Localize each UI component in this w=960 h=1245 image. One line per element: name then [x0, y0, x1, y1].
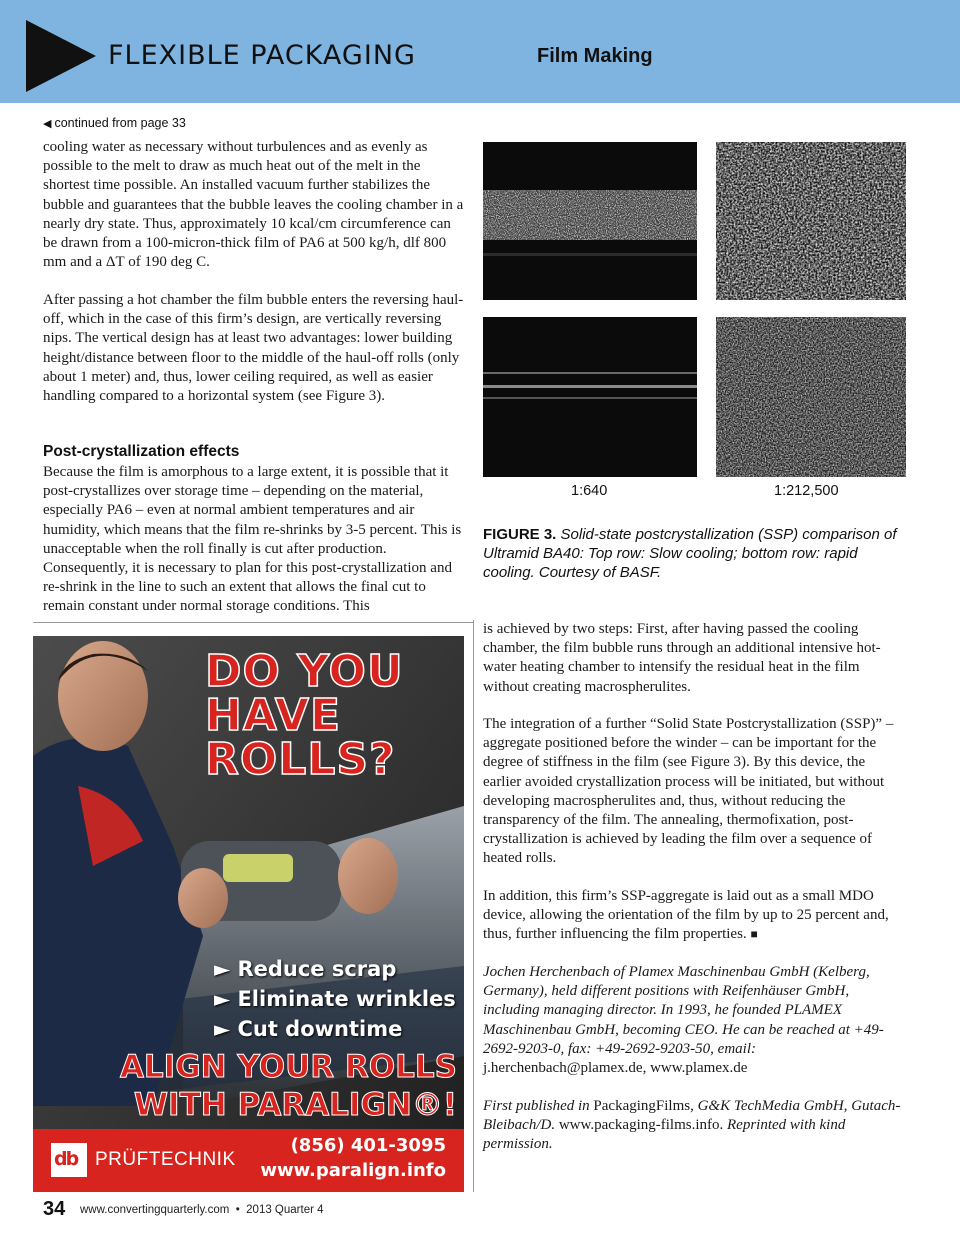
scale-label-right: 1:212,500: [774, 483, 839, 499]
paragraph-two-steps: is achieved by two steps: First, after having passed the cooling chamber, the film bubble runs through an additional intensive hot-water heating chamber to intensify the residual heat in the film without creating macrospherulites.: [483, 621, 881, 695]
section-title: FLEXIBLE PACKAGING: [108, 40, 416, 71]
caption-title: FIGURE 3.: [483, 526, 557, 543]
mdo-text: In addition, this firm’s SSP-aggregate is laid out as a small MDO device, allowing the orientation of the film by up to 25 percent and, thus, further influencing the film properties.: [483, 888, 889, 943]
subheading-post-crystallization: Post-crystallization effects: [43, 443, 240, 460]
ad-phone[interactable]: (856) 401-3095: [290, 1135, 446, 1156]
end-mark-icon: ■: [750, 927, 758, 942]
page-number: 34: [43, 1198, 66, 1220]
ad-tagline: [57, 1048, 457, 1124]
pub-name: PackagingFilms,: [593, 1098, 694, 1114]
left-arrow-icon: ◀: [43, 118, 52, 130]
pub-mid: G&K TechMedia GmbH, Gutach-Bleibach/D.: [483, 1098, 901, 1134]
ad-headline-line-1: DO YOU: [205, 646, 404, 697]
author-bio: [483, 963, 905, 1078]
column-divider: [473, 620, 474, 1192]
pub-lead: First published in: [483, 1098, 590, 1114]
ad-bullet-list: [214, 954, 456, 1044]
paragraph-mdo-device: [483, 887, 905, 945]
ad-brand-name: PRÜFTECHNIK: [95, 1149, 236, 1170]
figure-image-rapid-cooling-212500: [716, 317, 906, 477]
author-bio-text: Jochen Herchenbach of Plamex Maschinenbau GmbH (Kelberg, Germany), held different positions with Reifenhäuser GmbH, including managing director. In 1993, he founded PLAMEX Maschinenbau GmbH, becoming CEO. He can be reached at +49-2692-9203-0, fax: +49-2692-9203-50, email:: [483, 964, 884, 1057]
continued-note: [43, 116, 186, 130]
footer-issue: 2013 Quarter 4: [246, 1204, 324, 1216]
paragraph-cooling: cooling water as necessary without turbulences and as evenly as possible to the melt to draw as much heat out of the melt in the shortest time possible. An installed vacuum further stabilizes the bubble and guarantees that the bubble leaves the cooling chamber in a nearly dry state. Thus, approximately 10 kcal/cm circumference can be drawn from a 100-micron-thick film of PA6 at 500 kg/h, dlf 800 mm and a ΔT of 190 deg C.: [43, 139, 464, 271]
pub-url[interactable]: www.packaging-films.info.: [558, 1117, 724, 1134]
footer-site-link[interactable]: www.convertingquarterly.com: [80, 1204, 230, 1216]
ad-headline: [205, 646, 404, 785]
ad-headline-line-3: ROLLS?: [205, 734, 396, 785]
header-band: [0, 0, 960, 103]
ad-top-rule: [33, 622, 474, 623]
ad-bullet-reduce-scrap: ► Reduce scrap: [214, 957, 397, 981]
figure-caption: [483, 525, 913, 582]
ad-bullet-cut-downtime: ► Cut downtime: [214, 1017, 403, 1041]
advertisement[interactable]: [33, 636, 464, 1192]
footer-info: [80, 1204, 324, 1216]
paragraph-ssp-integration: The integration of a further “Solid State Postcrystallization (SSP)” – aggregate positioned before the winder – can be important for the degree of stiffness in the film (see Figure 3). By this device, the earlier avoided crystallization process will be initiated, but without developing macrospherulites and, thus, without reducing the transparency of the film. The annealing, thermofixation, post-crystallization is achieved by leading the film over a sequence of heated rolls.: [483, 716, 894, 867]
ad-headline-line-2: HAVE: [205, 690, 341, 741]
figure-image-slow-cooling-640: [483, 142, 697, 300]
ad-footer-bar: [33, 1129, 464, 1192]
caption-text: Solid-state postcrystallization (SSP) comparison of Ultramid BA40: Top row: Slow cooling; bottom row: rapid cooling. Courtesy of BASF.: [483, 526, 897, 581]
paragraph-haul-off: After passing a hot chamber the film bubble enters the reversing haul-off, which in the case of this firm’s design, are vertically reversing nips. The vertical design has at least two advantages: lower building height/distance between floor to the middle of the haul-off rolls (only about 1 meter) and, thus, lower ceiling required, as well as easier handling compared to a horizontal system (see Figure 3).: [43, 292, 464, 405]
section-subtitle: Film Making: [537, 45, 653, 67]
figure-image-rapid-cooling-640: [483, 317, 697, 477]
publication-note: [483, 1097, 905, 1155]
author-contact: j.herchenbach@plamex.de, www.plamex.de: [483, 1060, 748, 1077]
ad-url-link[interactable]: www.paralign.info: [260, 1160, 446, 1181]
paragraph-post-crystallization: Because the film is amorphous to a large extent, it is possible that it post-crystallizes over storage time – depending on the material, especially PA6 – even at normal ambient temperatures and air humidity, which means that the film re-shrinks by 3-5 percent. This is unacceptable when the roll finally is cut after production. Consequently, it is necessary to plan for this post-crystallization and re-shrink in the line to such an extent that allows the final cut to remain constant under normal storage conditions. This: [43, 464, 462, 615]
pruftechnik-logo-icon: [51, 1143, 87, 1177]
scale-label-left: 1:640: [571, 483, 608, 499]
ad-tagline-line-1: ALIGN YOUR ROLLS: [119, 1049, 457, 1085]
ad-tagline-line-2: WITH PARALIGN®!: [133, 1087, 457, 1123]
logo-mark: db: [54, 1148, 78, 1170]
figure-image-slow-cooling-212500: [716, 142, 906, 300]
footer-separator: •: [235, 1204, 240, 1216]
pub-tail: Reprinted with kind permission.: [483, 1117, 846, 1153]
continued-text: continued from page 33: [54, 116, 186, 130]
ad-bullet-eliminate-wrinkles: ► Eliminate wrinkles: [214, 987, 456, 1011]
triangle-logo-icon: [26, 20, 96, 92]
